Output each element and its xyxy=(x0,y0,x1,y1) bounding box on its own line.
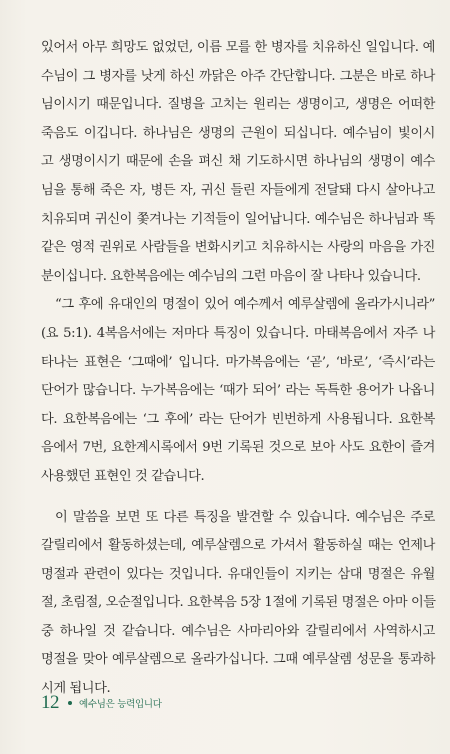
text-line: 다. 요한복음에는 ‘그 후에’ 라는 단어가 빈번하게 사용됩니다. 요한복 xyxy=(41,411,435,427)
text-line: 님을 통해 죽은 자, 병든 자, 귀신 들린 자들에게 전달돼 다시 살아나고 xyxy=(41,182,435,198)
text-line: 있어서 아무 희망도 없었던, 이름 모를 한 병자를 치유하신 일입니다. 예 xyxy=(41,40,435,55)
text-line: 명절을 맞아 예루살렘으로 올라가십니다. 그때 예루살렘 성문을 통과하 xyxy=(41,652,435,668)
text-line: 님이시기 때문입니다. 질병을 고치는 원리는 생명이고, 생명은 어떠한 xyxy=(41,97,435,113)
text-line: 절, 초림절, 오순절입니다. 요한복음 5장 1절에 기록된 명절은 아마 이들 xyxy=(41,595,436,611)
text-line: 타나는 표현은 ‘그때에’ 입니다. 마가복음에는 ‘곧’, ‘바로’, ‘즉시’라는 xyxy=(41,354,435,370)
page-number: 12 xyxy=(41,692,59,713)
text-line: “그 후에 유대인의 명절이 있어 예수께서 예루살렘에 올라가시니라” xyxy=(55,297,435,313)
paragraph xyxy=(41,34,435,291)
text-line: 시게 됩니다. xyxy=(41,681,111,697)
paragraph-spacer xyxy=(41,492,435,504)
text-line: 명절과 관련이 있다는 것입니다. 유대인들이 지키는 삼대 명절은 유월 xyxy=(41,566,435,582)
body-text xyxy=(41,34,435,704)
text-line: 음에서 7번, 요한계시록에서 9번 기록된 것으로 보아 사도 요한이 즐겨 xyxy=(41,440,435,456)
text-line: 같은 영적 권위로 사람들을 변화시키고 치유하시는 사랑의 마음을 가진 xyxy=(41,240,435,256)
paragraph xyxy=(41,504,435,704)
text-line: 고 생명이시기 때문에 손을 펴신 채 기도하시면 하나님의 생명이 예수 xyxy=(41,154,435,170)
text-line: 단어가 많습니다. 누가복음에는 ‘때가 되어’ 라는 독특한 용어가 나옵니 xyxy=(41,383,435,399)
bullet-icon xyxy=(68,701,72,705)
text-line: 갈릴리에서 활동하셨는데, 예루살렘으로 가셔서 활동하실 때는 언제나 xyxy=(41,538,435,554)
paragraph xyxy=(41,291,435,491)
text-line: (요 5:1). 4복음서에는 저마다 특징이 있습니다. 마태복음에서 자주 나 xyxy=(41,325,435,341)
text-line: 죽음도 이깁니다. 하나님은 생명의 근원이 되십니다. 예수님이 빛이시 xyxy=(41,125,435,141)
page-footer xyxy=(41,692,162,714)
text-line: 치유되며 귀신이 쫓겨나는 기적들이 일어납니다. 예수님은 하나님과 똑 xyxy=(41,211,435,227)
text-line: 중 하나일 것 같습니다. 예수님은 사마리아와 갈릴리에서 사역하시고 xyxy=(41,623,435,639)
text-line: 수님이 그 병자를 낫게 하신 까닭은 아주 간단합니다. 그분은 바로 하나 xyxy=(41,68,435,84)
text-line: 이 말씀을 보면 또 다른 특징을 발견할 수 있습니다. 예수님은 주로 xyxy=(55,509,435,525)
text-line: 사용했던 표현인 것 같습니다. xyxy=(41,468,205,484)
text-line: 분이십니다. 요한복음에는 예수님의 그런 마음이 잘 나타나 있습니다. xyxy=(41,268,421,284)
running-title: 예수님은 능력입니다 xyxy=(79,699,162,710)
